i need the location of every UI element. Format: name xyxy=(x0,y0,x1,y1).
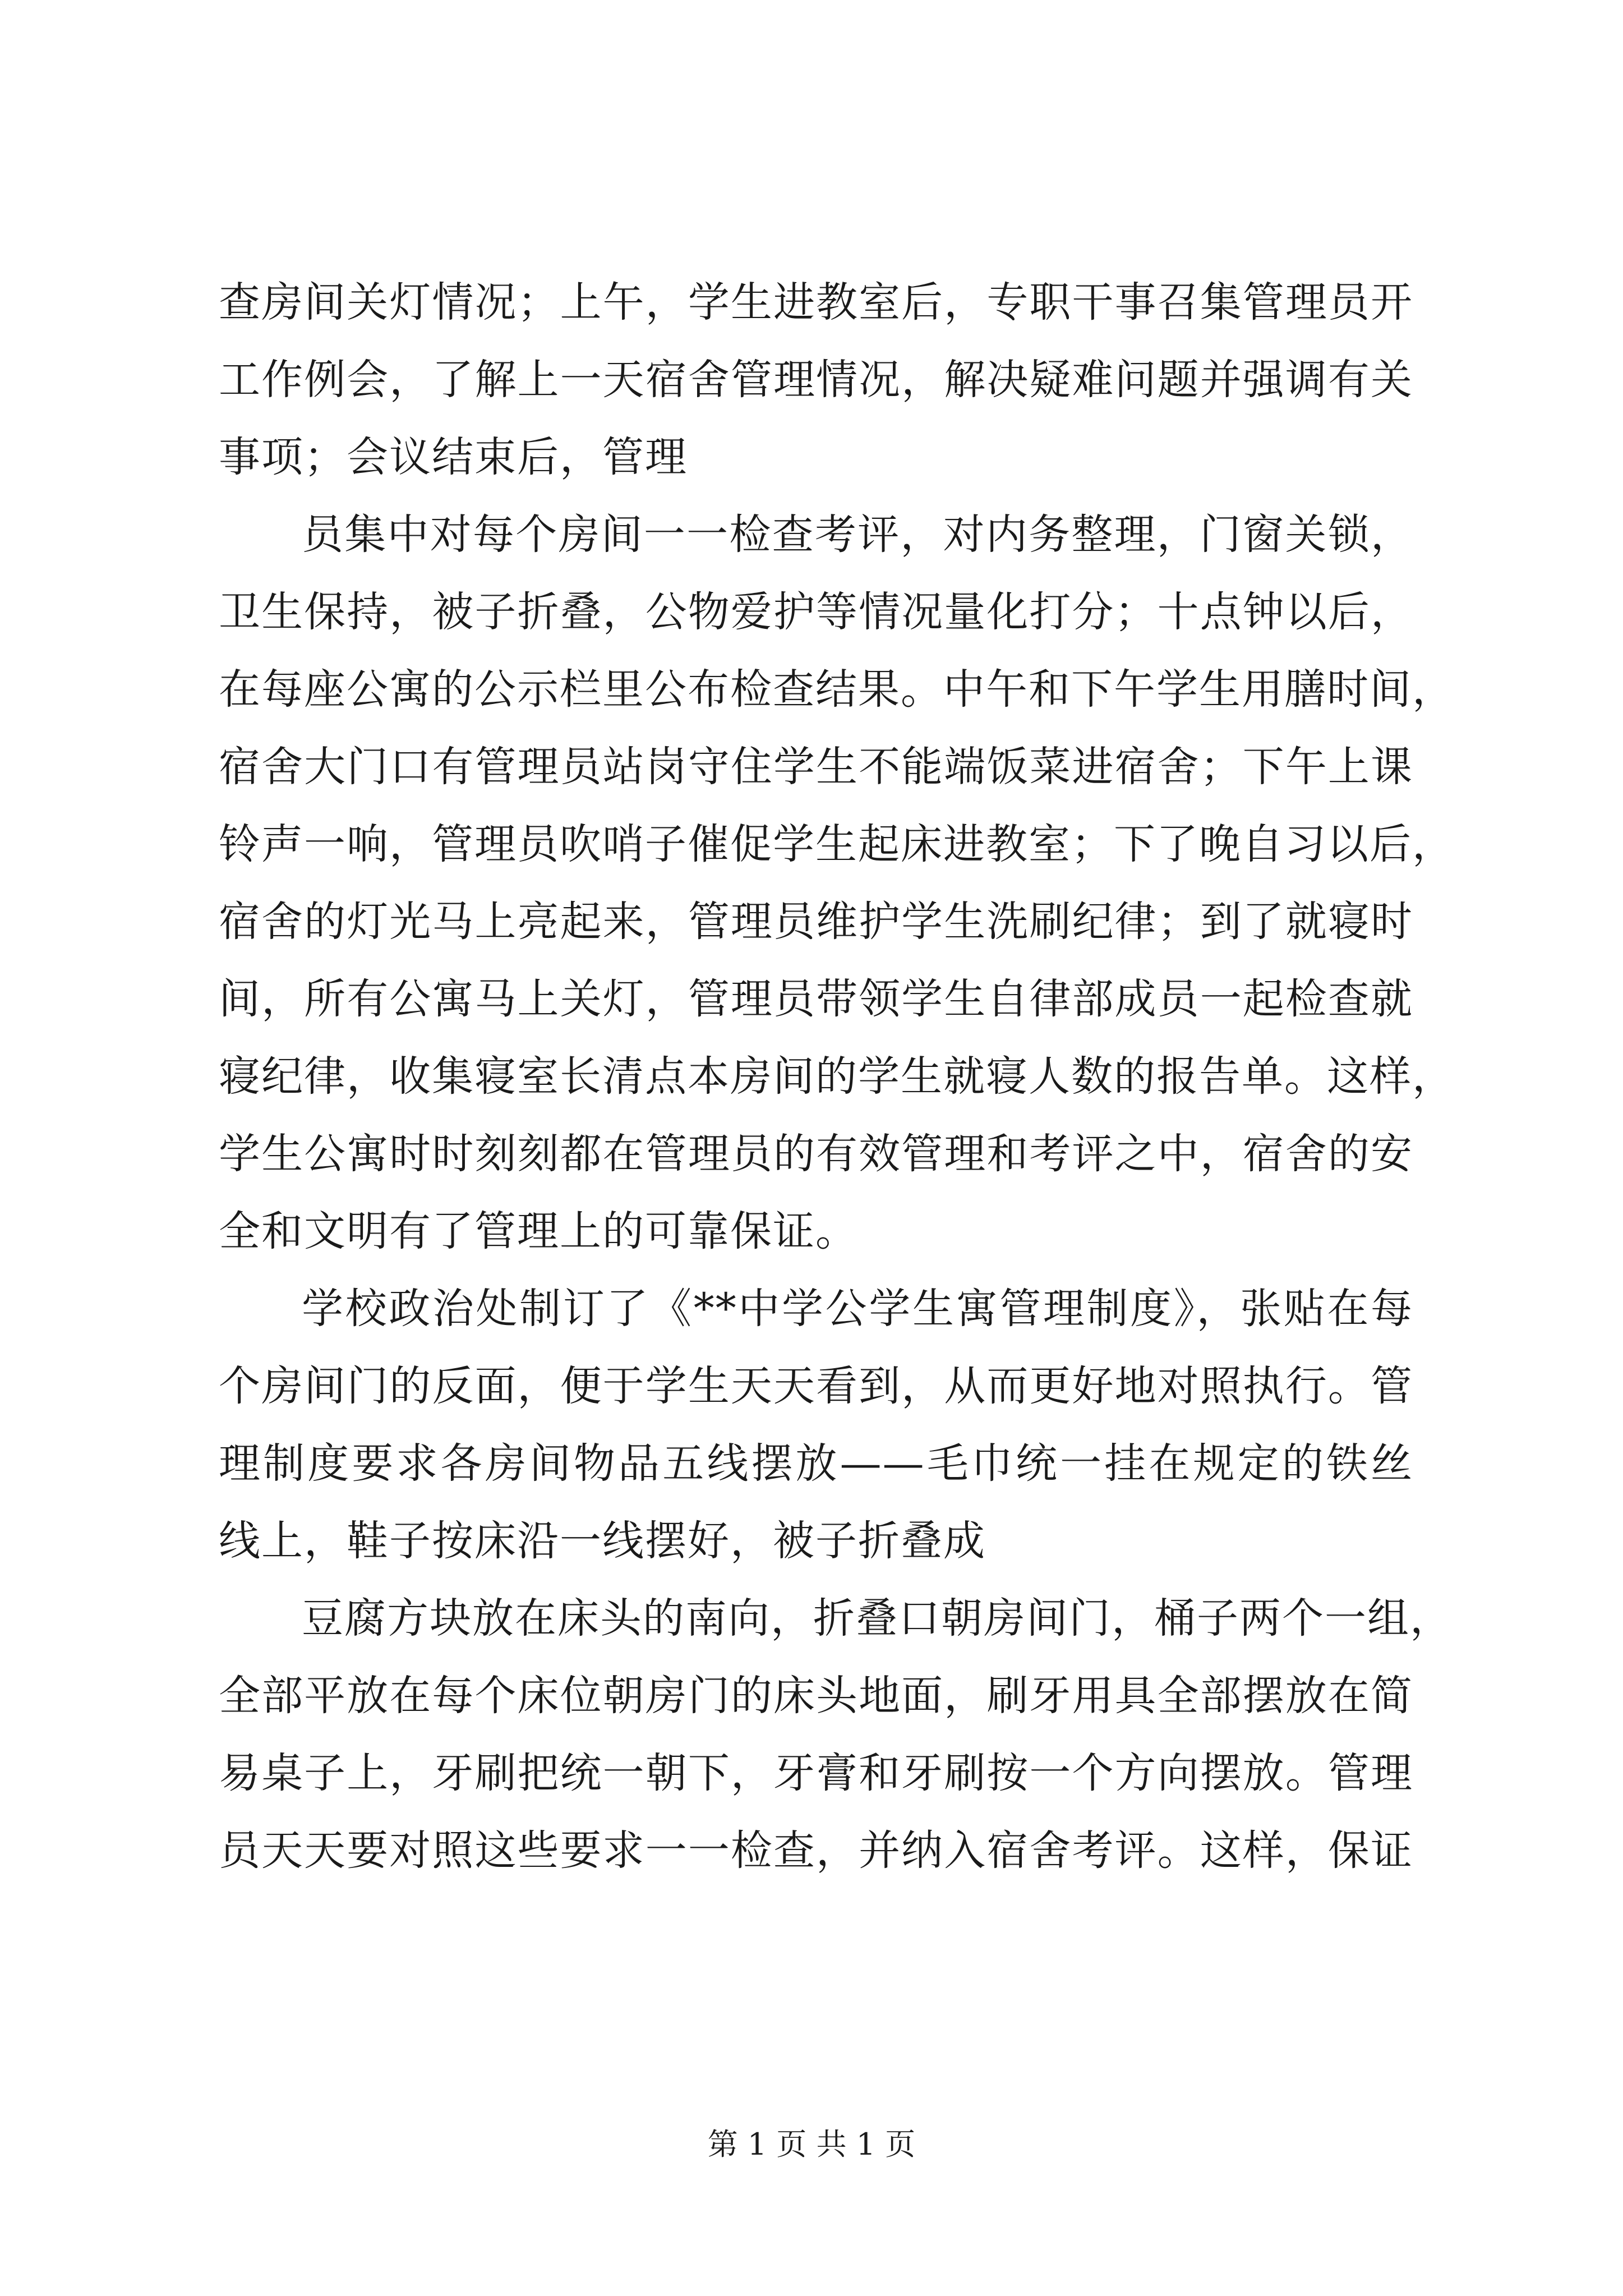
text-line: 豆腐方块放在床头的南向，折叠口朝房间门，桶子两个一组， xyxy=(302,1594,1453,1642)
text-line: 铃声一响，管理员吹哨子催促学生起床进教室；下了晚自习以后， xyxy=(219,820,1455,868)
text-line: 宿舍大门口有管理员站岗守住学生不能端饭菜进宿舍；下午上课 xyxy=(219,743,1413,791)
text-line: 工作例会，了解上一天宿舍管理情况，解决疑难问题并强调有关 xyxy=(219,356,1413,404)
page-footer: 第 1 页 共 1 页 xyxy=(707,2127,916,2162)
text-line: 寝纪律，收集寝室长清点本房间的学生就寝人数的报告单。这样， xyxy=(219,1052,1455,1101)
text-line: 学生公寓时时刻刻都在管理员的有效管理和考评之中，宿舍的安 xyxy=(219,1130,1413,1178)
text-line: 员天天要对照这些要求一一检查，并纳入宿舍考评。这样，保证 xyxy=(219,1826,1413,1875)
text-line: 间，所有公寓马上关灯，管理员带领学生自律部成员一起检查就 xyxy=(219,975,1413,1023)
text-line: 卫生保持，被子折叠，公物爱护等情况量化打分；十点钟以后， xyxy=(219,588,1413,636)
text-line: 易桌子上，牙刷把统一朝下，牙膏和牙刷按一个方向摆放。管理 xyxy=(219,1749,1413,1797)
text-line: 事项；会议结束后，管理 xyxy=(219,433,688,481)
text-line: 查房间关灯情况；上午，学生进教室后，专职干事召集管理员开 xyxy=(219,278,1413,326)
text-line: 员集中对每个房间一一检查考评，对内务整理，门窗关锁， xyxy=(302,510,1413,559)
text-line: 学校政治处制订了《**中学公学生寓管理制度》，张贴在每 xyxy=(302,1285,1413,1333)
text-line: 在每座公寓的公示栏里公布检查结果。中午和下午学生用膳时间， xyxy=(219,665,1455,714)
text-line: 线上，鞋子按床沿一线摆好，被子折叠成 xyxy=(219,1517,986,1565)
text-line: 宿舍的灯光马上亮起来，管理员维护学生洗刷纪律；到了就寝时 xyxy=(219,898,1413,946)
text-line: 全和文明有了管理上的可靠保证。 xyxy=(219,1207,858,1255)
text-line: 个房间门的反面，便于学生天天看到，从而更好地对照执行。管 xyxy=(219,1362,1413,1410)
text-line: 全部平放在每个床位朝房门的床头地面，刷牙用具全部摆放在简 xyxy=(219,1672,1413,1720)
text-line: 理制度要求各房间物品五线摆放——毛巾统一挂在规定的铁丝 xyxy=(219,1439,1413,1488)
document-body xyxy=(219,264,1455,1889)
